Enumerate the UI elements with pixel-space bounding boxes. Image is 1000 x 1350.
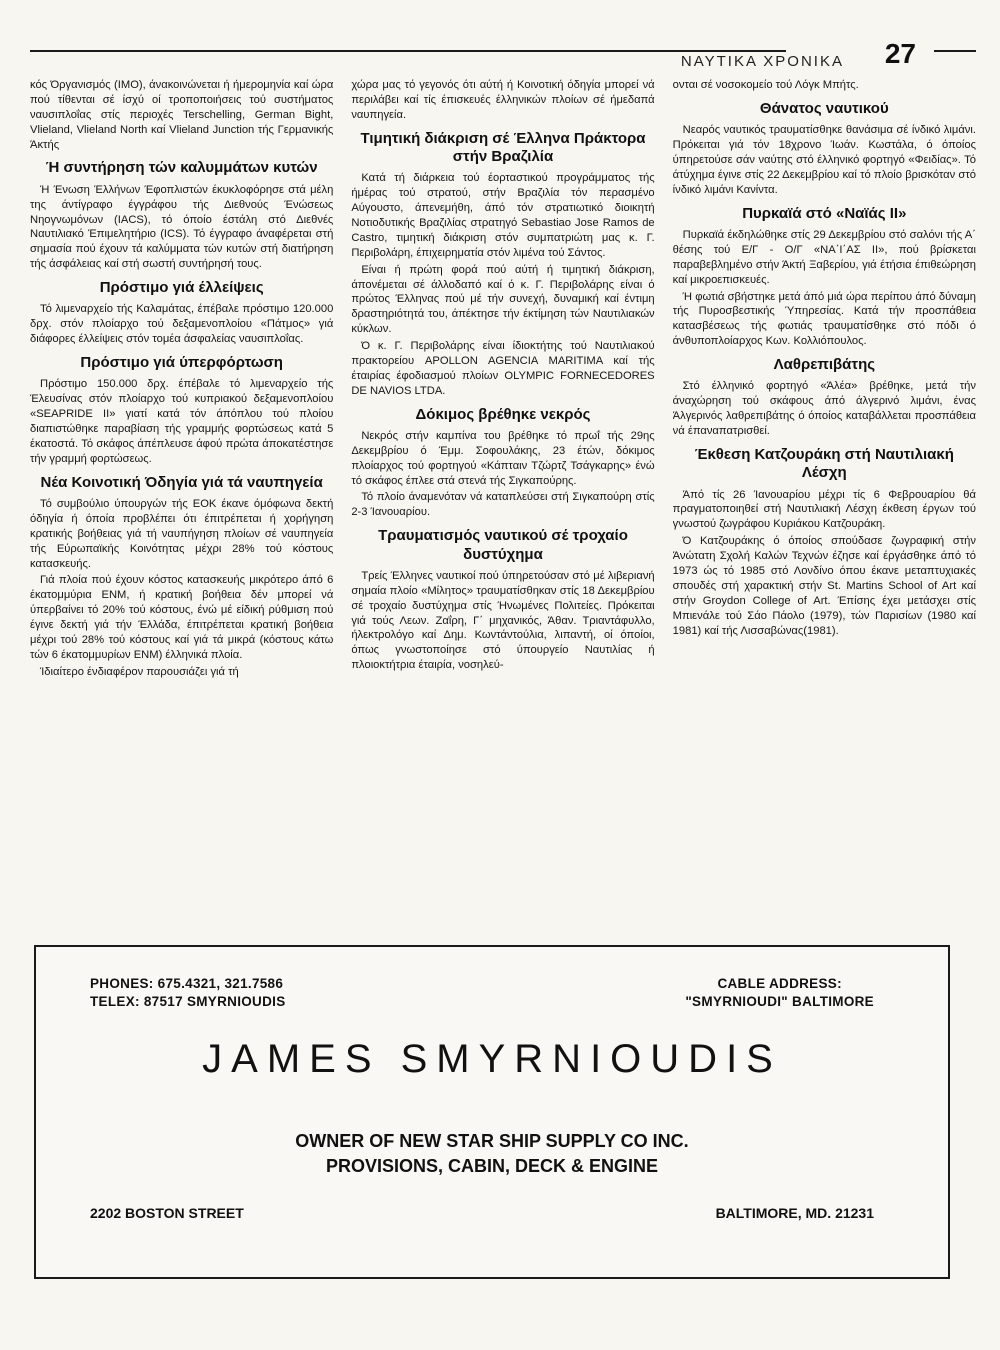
heading-honorary-distinction: Τιμητική διάκριση σέ Έλληνα Πράκτορα στήν Βραζιλία (360, 129, 646, 165)
paragraph: Ίδιαίτερο ένδιαφέρον παρουσιάζει γιά τή (40, 665, 239, 678)
ad-owner-line-2: PROVISIONS, CABIN, DECK & ENGINE (325, 1156, 659, 1177)
ad-company-name: JAMES SMYRNIOUDIS (202, 1037, 782, 1081)
paragraph: Τό λιμεναρχείο τής Καλαμάτας, έπέβαλε πρόστιμο 120.000 δρχ. στόν πλοίαρχο τού δεξαμενοπλοίου «Πάτμος» γιά διάφορες έλλείψεις στόν τομέα άσφαλείας ναυσιπλοΐας. (30, 303, 334, 346)
paragraph: Άπό τίς 26 Ίανουαρίου μέχρι τίς 6 Φεβρουαρίου θά πραγματοποιηθεί στή Ναυτιλιακή Λέσχη έκθεση έργων τού γνωστού ζωγράφου Κυριάκου Κατζουράκη. (672, 488, 976, 531)
advertisement-box (34, 945, 950, 1279)
column-1 (30, 78, 333, 938)
paragraph: Νεκρός στήν καμπίνα του βρέθηκε τό πρωΐ τής 29ης Δεκεμβρίου ό Έμμ. Σοφουλάκης, 23 έτών, δόκιμος πλοίαρχος τού φορτηγού «Κάπταιν Τζώρτζ Τσάγκαρης» ένώ τό σκάφος έπλεε στά στενά τής Σιγκαπούρης. (351, 429, 655, 487)
ad-city-address: BALTIMORE, MD. 21231 (715, 1205, 874, 1221)
paragraph: Γιά πλοία πού έχουν κόστος κατασκευής μικρότερο άπό 6 έκατομμύρια ENM, ή κρατική βοήθεια δέν μπορεί νά ύπερβαίνει τό 20% τού κόστους, ένώ μέ είδική ρύθμιση πού έγινε δεκτή γιά τήν Έλλάδα, έπιτρέπεται κρατική βοήθεια μέχρι τού 28% τού κόστους καί γιά τά μικρά (κόστους κάτω τών 6 έκατομμυρίων ENM) έλληνικά πλοία. (30, 574, 334, 661)
ad-phones: PHONES: 675.4321, 321.7586 (90, 976, 284, 991)
paragraph: Είναι ή πρώτη φορά πού αύτή ή τιμητική διάκριση, άπονέμεται σέ άλλοδαπό καί ό κ. Γ. Περιβολάρης είναι ό πρώτος Έλληνας πού μέ τήν συνεχή, δυναμική καί έντιμη δραστηριότητά του, άπέκτησε τήν έκτίμηση τών Ναυτιλιακών κύκλων. (351, 263, 655, 336)
heading-katzourakis-exhibition: Έκθεση Κατζουράκη στή Ναυτιλιακή Λέσχη (694, 445, 954, 482)
ad-contact (90, 975, 286, 1011)
heading-covers-maintenance: Ή συντήρηση τών καλυμμάτων κυτών (45, 159, 318, 177)
ad-cable (685, 975, 874, 1011)
ad-cable-value: "SMYRNIOUDI" BALTIMORE (685, 994, 874, 1010)
heading-sailor-death: Θάνατος ναυτικού (759, 99, 889, 117)
paragraph: Τό συμβούλιο ύπουργών τής ΕΟΚ έκανε όμόφωνα δεκτή όδηγία ή όποία προβλέπει ότι έπιτρέπεται ή χορήγηση κρατικής βοήθειας γιά τή ναυπήγηση πλοίων σέ ναυπηγεία τής Εύρωπαϊκής Κοινότητας μέχρι 28% τού κόστους κατασκευής. (30, 498, 334, 570)
heading-eec-directive: Νέα Κοινοτική Όδηγία γιά τά ναυπηγεία (40, 473, 323, 491)
ad-cable-label: CABLE ADDRESS: (717, 976, 842, 991)
publication-title: ΝΑΥΤΙΚΑ ΧΡΟΝΙΚΑ (680, 53, 844, 70)
paragraph: Ή Ένωση Έλλήνων Έφοπλιστών έκυκλοφόρησε στά μέλη της άντίγραφο έγγράφου τής Διεθνούς Ένώσεως Νηογνωμόνων (IACS), τό όποίο έστάλη στό Διεθνές Ναυτιλιακό Έπιμελητήριο (ICS). Τό έγγραφο άναφέρεται στή σημασία πού έχουν τά καλύμματα τών κυτών στή διατήρηση τής άσφάλειας καί στή σωστή συντήρησή τους. (30, 183, 334, 271)
heading-stowaway: Λαθρεπιβάτης (773, 356, 876, 374)
ad-telex: TELEX: 87517 SMYRNIOUDIS (90, 994, 286, 1010)
heading-fire-naias: Πυρκαϊά στό «Ναϊάς ΙΙ» (742, 204, 907, 222)
paragraph: Πυρκαϊά έκδηλώθηκε στίς 29 Δεκεμβρίου στό σαλόνι τής Α΄ θέσης τού Ε/Γ - Ο/Γ «ΝΑ΄Ι΄ΑΣ ΙΙ», πού βρίσκεται παραβεβλημένο στήν Άκτή Ξαβερίου, γιά έτήσια έπιθεώρηση καί μικροεπισκευές. (672, 228, 976, 286)
page-header (30, 40, 976, 80)
heading-cadet-found-dead: Δόκιμος βρέθηκε νεκρός (415, 405, 591, 423)
paragraph: Νεαρός ναυτικός τραυματίσθηκε θανάσιμα σέ ίνδικό λιμάνι. Πρόκειται γιά τόν 18χρονο Ίωάν. Κωστάλα, ό όποίος ύπηρετούσε σάν ναύτης στό έλληνικό φορτηγό «Φειδίας». Τό άτύχημα έγινε στίς 22 Δεκεμβρίου καί τό πλοίο βρισκόταν στό ίνδικό λιμάνι Κανίντα. (672, 124, 976, 196)
ad-street-address: 2202 BOSTON STREET (90, 1205, 244, 1221)
paragraph: Τό πλοίο άναμενόταν νά καταπλεύσει στή Σιγκαπούρη στίς 2-3 Ίανουαρίου. (351, 491, 655, 519)
heading-fine-overloading: Πρόστιμο γιά ύπερφόρτωση (80, 354, 283, 372)
page-number: 27 (884, 38, 916, 69)
column-3 (673, 78, 976, 938)
paragraph: χώρα μας τό γεγονός ότι αύτή ή Κοινοτική όδηγία μπορεί νά περιλάβει καί τίς έπισκευές έλληνικών πλοίων σέ ήμεδαπά ναυπηγεία. (351, 79, 655, 121)
header-rule-left (30, 50, 786, 52)
paragraph: Ό Κατζουράκης ό όποίος σπούδασε ζωγραφική στήν Άνώτατη Σχολή Καλών Τεχνών έζησε καί έργάσθηκε άπό τό 1973 ώς τό 1985 στό Λονδίνο όπου έκανε μεταπτυχιακές σπουδές στή χαρακτική στήν St. Martins School of Art καί στήν Groydon College of Art. Έπίσης έχει μετάσχει στίς Μπιενάλε τού Σάο Πάολο (1979), τών Παρισίων (1980 καί 1981) καί τής Λισσαβώνας(1981). (672, 535, 976, 637)
header-rule-right (934, 50, 976, 52)
paragraph: Πρόστιμο 150.000 δρχ. έπέβαλε τό λιμεναρχείο τής Έλευσίνας στόν πλοίαρχο τού κυπριακού δεξαμενοπλοίου «SEAPRIDE II» γιατί κατά τόν άπόπλου τού πλοίου διαπιστώθηκε παραβίαση τής γραμμής φορτώσεως κατά 5 έκατοστά. Τό σκάφος άπέπλευσε άφού πρώτα άποκατέστησε τήν γραμμή φορτώσεως. (30, 378, 334, 465)
ad-owner-line-1: OWNER OF NEW STAR SHIP SUPPLY CO INC. (295, 1131, 689, 1151)
ad-owner (36, 1129, 948, 1179)
paragraph: Τρείς Έλληνες ναυτικοί πού ύπηρετούσαν στό μέ λιβεριανή σημαία πλοίο «Μίλητος» τραυματίσθηκαν στίς 18 Δεκεμβρίου σέ τροχαίο δυστύχημα στίς Ήνωμένες Πολιτείες. Πρόκειται γιά τούς Λεων. Ζαΐρη, Γ΄ μηχανικός, Άθαν. Τριαντάφυλλο, ήλεκτρολόγο καί Δημ. Κωντάντούλια, λιπαντή, οί όποίοι, όπως γνωστοποίησε στό ύπουργείο Ναυτιλίας ή πλοιοκτήτρια έταιρία, νοσηλεύ- (351, 569, 655, 672)
paragraph: Ή φωτιά σβήστηκε μετά άπό μιά ώρα περίπου άπό δύναμη τής Πυροσβεστικής Ύπηρεσίας. Κατά τήν προσπάθεια κατασβέσεως τής φωτιάς τραυματίσθηκε στό πόδι ό άνθυποπλοίαρχος Κων. Κολλιόπουλος. (672, 290, 976, 348)
heading-road-accident: Τραυματισμός ναυτικού σέ τροχαίο δυστύχημα (378, 527, 628, 563)
paragraph: Ό κ. Γ. Περιβολάρης είναι ίδιοκτήτης τού Ναυτιλιακού πρακτορείου APOLLON AGENCIA MARITIMA καί τής έταιρίας έφοδιασμού πλοίων OLYMPIC FORNECEDORES DE NAVIOS LTDA. (351, 340, 655, 397)
article-columns (30, 78, 976, 938)
paragraph: κός Όργανισμός (ΙΜΟ), άνακοινώνεται ή ήμερομηνία καί ώρα πού τίθενται σέ ίσχύ οί τροποποιήσεις τού συστήματος ναυσιπλοΐας στίς περιοχές Terschelling, German Bight, Vlieland, Vlieland North καί Vlieland Junction τής Γερμανικής Άκτής (30, 79, 334, 151)
heading-fine-deficiencies: Πρόστιμο γιά έλλείψεις (99, 279, 264, 297)
paragraph: ονται σέ νοσοκομείο τού Λόγκ Μπήτς. (672, 79, 859, 91)
column-2 (351, 78, 654, 938)
paragraph: Στό έλληνικό φορτηγό «Άλέα» βρέθηκε, μετά τήν άναχώρηση τού σκάφους άπό άλγερινό λιμάνι, ένας Άλγερινός λαθρεπιβάτης ό όποίος καταβάλλεται προσπάθεια νά έπαναπατρισθεί. (672, 380, 976, 438)
paragraph: Κατά τή διάρκεια τού έορταστικού προγράμματος τής ήμέρας τού στρατού, στήν Βραζιλία τόν περασμένο Αύγουστο, άπενεμήθη, άπό τόν στρατιωτικό διοικητή Νοτιοδυτικής Βραζιλίας στρατηγό Sebastiao Jose Ramos de Castro, τιμητική διάκριση στόν συμπατριώτη μας κ. Γ. Περιβολάρη, έπιχειρηματία στόν λιμένα τού Σάντος. (351, 172, 655, 259)
